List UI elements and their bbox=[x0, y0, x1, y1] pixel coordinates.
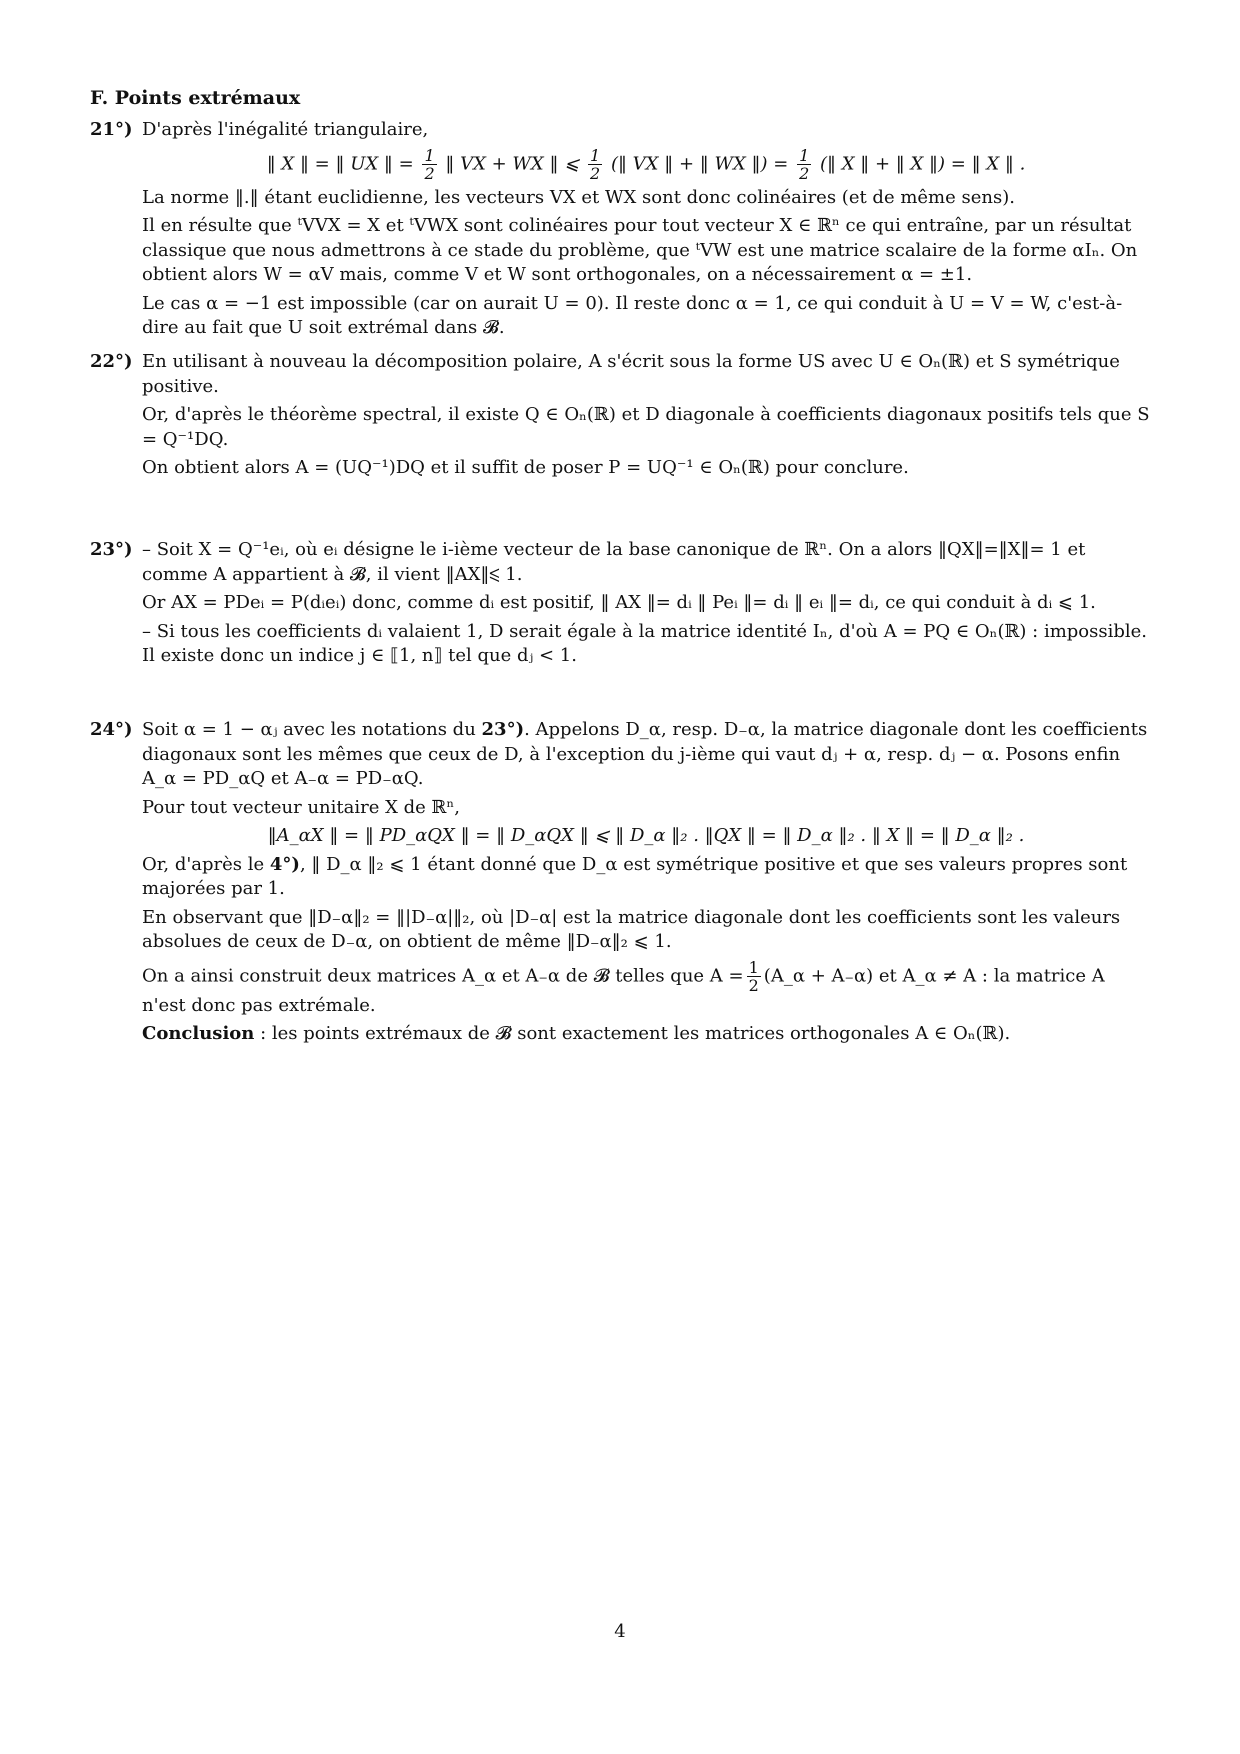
question-number: 22°) bbox=[90, 351, 133, 372]
paragraph: En utilisant à nouveau la décomposition polaire, A s'écrit sous la forme US avec U ∈ Oₙ(ℝ) et S symétrique positive. bbox=[142, 351, 1120, 397]
text: On a ainsi construit deux matrices A_α et A₋α de 𝓑 telles que A = bbox=[142, 965, 744, 986]
paragraph bbox=[142, 853, 1150, 902]
conclusion-label: Conclusion bbox=[142, 1023, 255, 1044]
equation bbox=[142, 147, 1150, 182]
text: Or, d'après le bbox=[142, 853, 270, 875]
frac-den: 2 bbox=[590, 163, 601, 183]
paragraph: On obtient alors A = (UQ⁻¹)DQ et il suffit de poser P = UQ⁻¹ ∈ Oₙ(ℝ) pour conclure. bbox=[142, 457, 909, 478]
paragraph: – Soit X = Q⁻¹eᵢ, où eᵢ désigne le i-ième vecteur de la base canonique de ℝⁿ. On a alors ‖QX‖=‖X‖= 1 et comme A appartient à 𝓑, il vient ‖AX‖⩽ 1. bbox=[142, 539, 1086, 585]
frac-num: 1 bbox=[590, 145, 601, 165]
frac-num: 1 bbox=[748, 957, 759, 977]
paragraph: La norme ‖.‖ étant euclidienne, les vecteurs VX et WX sont donc colinéaires (et de même sens). bbox=[142, 186, 1015, 208]
question-23 bbox=[90, 538, 1150, 673]
fraction bbox=[797, 147, 811, 182]
question-24 bbox=[90, 718, 1150, 1051]
question-number: 23°) bbox=[90, 539, 133, 560]
fraction bbox=[422, 147, 436, 182]
paragraph: Or, d'après le théorème spectral, il existe Q ∈ Oₙ(ℝ) et D diagonale à coefficients diagonaux positifs tels que S = Q⁻¹DQ. bbox=[142, 404, 1150, 450]
paragraph: Or AX = PDeᵢ = P(dᵢeᵢ) donc, comme dᵢ est positif, ‖ AX ‖= dᵢ ‖ Peᵢ ‖= dᵢ ‖ eᵢ ‖= dᵢ, ce qui conduit à dᵢ ⩽ 1. bbox=[142, 592, 1096, 613]
paragraph: En observant que ‖D₋α‖₂ = ‖|D₋α|‖₂, où |D₋α| est la matrice diagonale dont les coefficients sont les valeurs absolues de ceux de D₋α, on obtient de même ‖D₋α‖₂ ⩽ 1. bbox=[142, 906, 1121, 952]
text: , ‖ D_α ‖₂ ⩽ 1 étant donné que D_α est symétrique positive et que ses valeurs propres sont majorées par 1. bbox=[142, 853, 1128, 899]
conclusion-text: : les points extrémaux de 𝓑 sont exactement les matrices orthogonales A ∈ Oₙ(ℝ). bbox=[254, 1023, 1011, 1044]
question-22 bbox=[90, 350, 1150, 485]
paragraph: Le cas α = −1 est impossible (car on aurait U = 0). Il reste donc α = 1, ce qui conduit à U = V = W, c'est-à-dire au fait que U soit extrémal dans 𝓑. bbox=[142, 292, 1123, 338]
section-title: F. Points extrémaux bbox=[90, 87, 301, 109]
frac-den: 2 bbox=[799, 163, 810, 183]
paragraph: – Si tous les coefficients dᵢ valaient 1, D serait égale à la matrice identité Iₙ, d'où A = PQ ∈ Oₙ(ℝ) : impossible. Il existe donc un indice j ∈ ⟦1, n⟧ tel que dⱼ < 1. bbox=[142, 620, 1148, 666]
equation: ‖A_αX ‖ = ‖ PD_αQX ‖ = ‖ D_αQX ‖ ⩽ ‖ D_α ‖₂ . ‖QX ‖ = ‖ D_α ‖₂ . ‖ X ‖ = ‖ D_α ‖₂ . bbox=[267, 825, 1025, 846]
eq-part: (‖ X ‖ + ‖ X ‖) = ‖ X ‖ . bbox=[819, 153, 1026, 174]
question-number: 21°) bbox=[90, 119, 133, 140]
frac-den: 2 bbox=[748, 975, 759, 995]
frac-num: 1 bbox=[424, 145, 435, 165]
paragraph: D'après l'inégalité triangulaire, bbox=[142, 119, 429, 140]
eq-part: (‖ VX ‖ + ‖ WX ‖) = bbox=[610, 153, 789, 174]
fraction bbox=[588, 147, 602, 182]
text: Soit α = 1 − αⱼ avec les notations du bbox=[142, 719, 482, 740]
frac-num: 1 bbox=[799, 145, 810, 165]
conclusion bbox=[142, 1022, 1150, 1047]
question-21 bbox=[90, 118, 1150, 345]
eq-part: ‖ VX + WX ‖ ⩽ bbox=[445, 153, 580, 174]
paragraph bbox=[142, 959, 1150, 1019]
reference: 4°) bbox=[269, 853, 300, 875]
question-number: 24°) bbox=[90, 719, 133, 740]
eq-part: ‖ X ‖ = ‖ UX ‖ = bbox=[266, 153, 414, 174]
paragraph: Il en résulte que ᵗVVX = X et ᵗVWX sont colinéaires pour tout vecteur X ∈ ℝⁿ ce qui entraîne, par un résultat classique que nous admettrons à ce stade du problème, que ᵗVW est une matrice scalaire de la forme αIₙ. On obtient alors W = αV mais, comme V et W sont orthogonales, on a nécessairement α = ±1. bbox=[142, 215, 1138, 285]
frac-den: 2 bbox=[424, 163, 435, 183]
paragraph: Pour tout vecteur unitaire X de ℝⁿ, bbox=[142, 796, 461, 818]
reference: 23°) bbox=[481, 719, 525, 740]
paragraph bbox=[142, 718, 1150, 792]
page-number: 4 bbox=[614, 1621, 626, 1642]
text: (A_α + A₋α) et A_α ≠ A : la matrice A n'est donc pas extrémale. bbox=[142, 965, 1105, 1016]
fraction bbox=[747, 959, 761, 994]
text: . Appelons D_α, resp. D₋α, la matrice diagonale dont les coefficients diagonaux sont les mêmes que ceux de D, à l'exception du j-ième qui vaut dⱼ + α, resp. dⱼ − α. Posons enfin A_α = PD_αQ et A₋α = PD₋αQ. bbox=[142, 719, 1148, 789]
